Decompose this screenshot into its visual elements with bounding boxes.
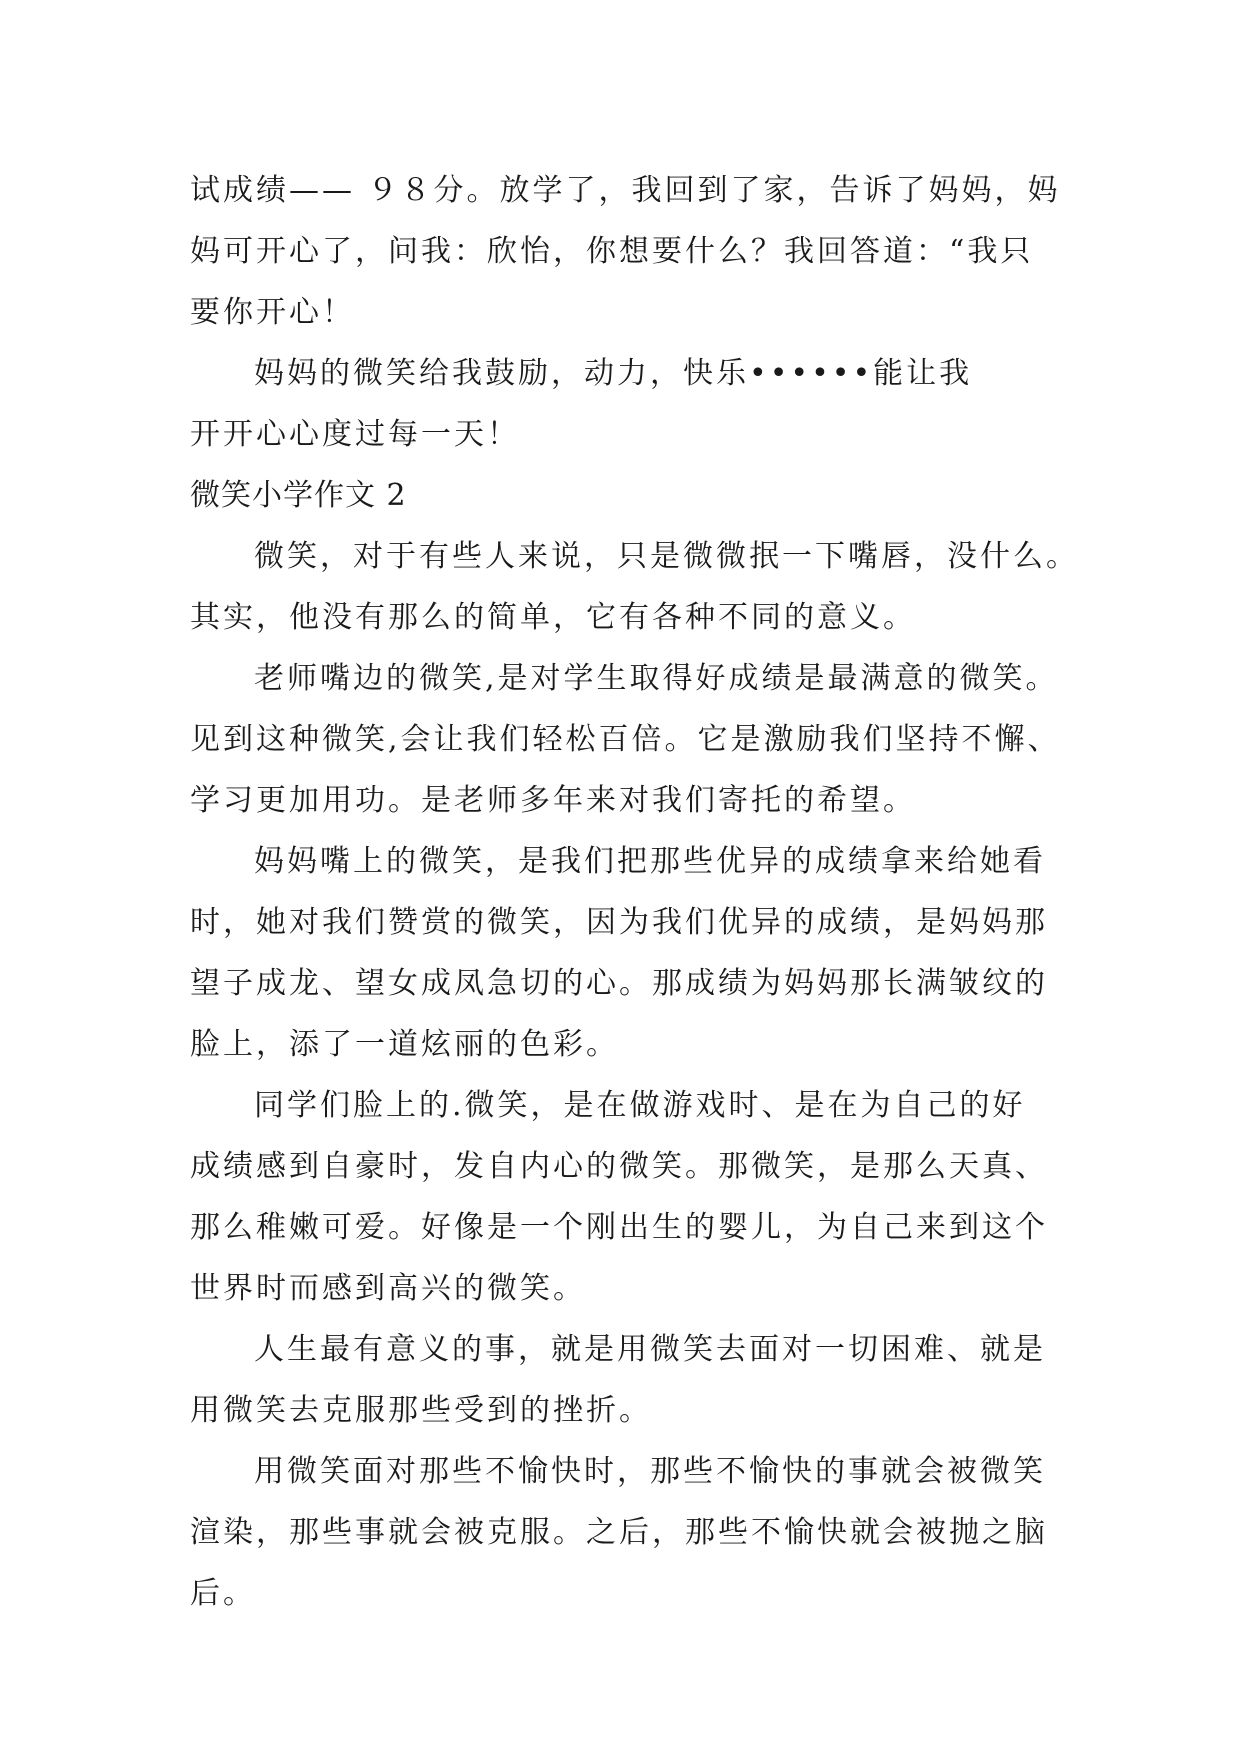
text-line: 见到这种微笑,会让我们轻松百倍。它是激励我们坚持不懈、	[190, 722, 1061, 757]
text-line: 人生最有意义的事，就是用微笑去面对一切困难、就是	[254, 1332, 1046, 1367]
paragraph-test-score	[190, 160, 1061, 343]
text-line: 那么稚嫩可爱。好像是一个刚出生的婴儿，为自己来到这个	[190, 1210, 1048, 1245]
paragraph-teacher-smile	[190, 648, 1061, 831]
paragraph-face-unhappiness	[190, 1441, 1055, 1624]
text-line: 后。	[190, 1576, 256, 1611]
paragraph-classmates-smile	[190, 1075, 1055, 1319]
text-line: 妈妈的微笑给我鼓励，动力，快乐••••••能让我	[254, 356, 973, 391]
text-line: 微笑，对于有些人来说，只是微微抿一下嘴唇，没什么。	[254, 539, 1079, 574]
text-line: 成绩感到自豪时，发自内心的微笑。那微笑，是那么天真、	[190, 1149, 1048, 1184]
text-line: 脸上，添了一道炫丽的色彩。	[190, 1027, 619, 1062]
text-line: 渲染，那些事就会被克服。之后，那些不愉快就会被抛之脑	[190, 1515, 1048, 1550]
text-line: 要你开心！	[190, 295, 355, 330]
text-line: 老师嘴边的微笑,是对学生取得好成绩是最满意的微笑。	[254, 661, 1059, 696]
text-line: 试成绩—— ９８分。放学了，我回到了家，告诉了妈妈，妈	[190, 173, 1061, 208]
essay-heading	[190, 465, 1055, 526]
paragraph-mom-smile	[190, 343, 1055, 465]
paragraph-smile-meaning	[190, 526, 1079, 648]
text-line: 用微笑面对那些不愉快时，那些不愉快的事就会被微笑	[254, 1454, 1046, 1489]
text-line: 望子成龙、望女成凤急切的心。那成绩为妈妈那长满皱纹的	[190, 966, 1048, 1001]
text-line: 妈可开心了，问我：欣怡，你想要什么？我回答道：“我只	[190, 234, 1034, 269]
text-line: 其实，他没有那么的简单，它有各种不同的意义。	[190, 600, 916, 635]
document-body	[190, 160, 1079, 1624]
heading-text: 微笑小学作文 2	[190, 478, 407, 513]
text-line: 开开心心度过每一天！	[190, 417, 520, 452]
paragraph-mother-smile	[190, 831, 1055, 1075]
text-line: 同学们脸上的.微笑，是在做游戏时、是在为自己的好	[254, 1088, 1026, 1123]
text-line: 世界时而感到高兴的微笑。	[190, 1271, 586, 1306]
text-line: 用微笑去克服那些受到的挫折。	[190, 1393, 652, 1428]
text-line: 时，她对我们赞赏的微笑，因为我们优异的成绩，是妈妈那	[190, 905, 1048, 940]
text-line: 学习更加用功。是老师多年来对我们寄托的希望。	[190, 783, 916, 818]
paragraph-life-meaning	[190, 1319, 1055, 1441]
text-line: 妈妈嘴上的微笑，是我们把那些优异的成绩拿来给她看	[254, 844, 1046, 879]
